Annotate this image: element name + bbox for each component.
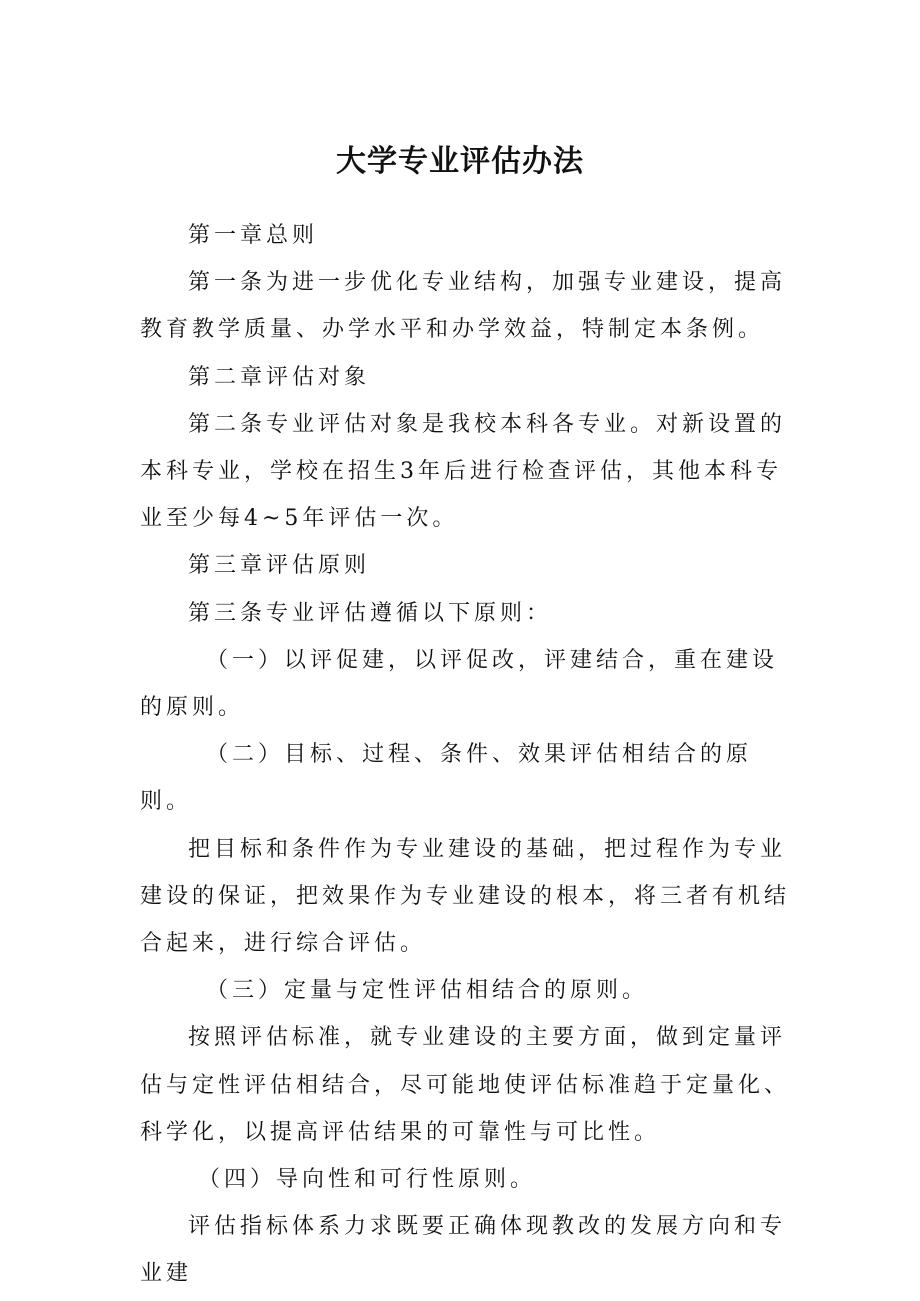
principle-item: （一）以评促建，以评促改，评建结合，重在建设的原则。: [140, 647, 779, 721]
article-paragraph: 第三条专业评估遵循以下原则：: [188, 600, 553, 626]
principle-item: （三）定量与定性评估相结合的原则。: [206, 978, 649, 1004]
document-body: [140, 212, 790, 1298]
article-paragraph: 第二条专业评估对象是我校本科各专业。对新设置的本科专业，学校在招生3年后进行检查评估，其他本科专业至少每4~5年评估一次。: [140, 411, 787, 532]
body-paragraph: 把目标和条件作为专业建设的基础，把过程作为专业建设的保证，把效果作为专业建设的根本，将三者有机结合起来，进行综合评估。: [140, 836, 791, 957]
chapter-heading: 第二章评估对象: [188, 364, 371, 390]
body-paragraph: 按照评估标准，就专业建设的主要方面，做到定量评估与定性评估相结合，尽可能地使评估标准趋于定量化、科学化，以提高评估结果的可靠性与可比性。: [140, 1025, 791, 1145]
chapter-heading: 第一章总则: [188, 223, 319, 248]
article-paragraph: 第一条为进一步优化专业结构，加强专业建设，提高教育教学质量、办学水平和办学效益，特制定本条例。: [140, 270, 787, 343]
principle-item: （二）目标、过程、条件、效果评估相结合的原则。: [140, 742, 753, 815]
document-title: 大学专业评估办法: [336, 144, 584, 179]
principle-item: （四）导向性和可行性原则。: [198, 1167, 537, 1193]
body-paragraph: 评估指标体系力求既要正确体现教改的发展方向和专业建: [140, 1214, 787, 1287]
chapter-heading: 第三章评估原则: [188, 553, 371, 579]
